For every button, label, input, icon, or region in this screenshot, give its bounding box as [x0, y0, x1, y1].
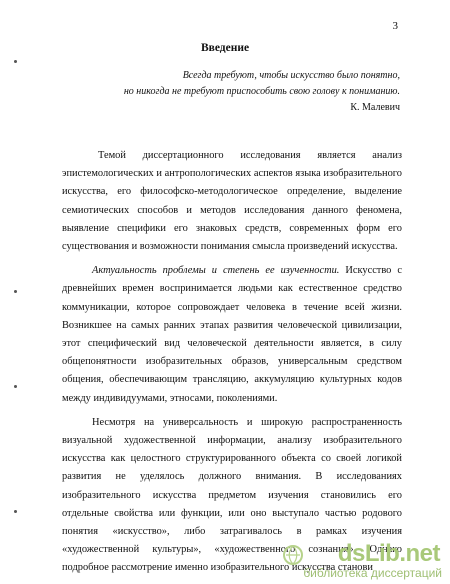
page-number: 3: [392, 20, 398, 32]
section-lead: Актуальность проблемы и степень ее изученности.: [92, 265, 340, 277]
paragraph: Темой диссертационного исследования является анализ эпистемологических и антропологических аспектов языка изобразительного искусства, его философско-методологическое определение, выделение семиотических способов и методов исследования данного феномена, выявление специфики его знаковых средств, современных форм его существования и возможности понимания смысла произведений искусства.: [62, 150, 402, 253]
body-text: [62, 147, 402, 584]
epigraph-author: К. Малевич: [350, 102, 400, 113]
paragraph: [62, 262, 402, 408]
epigraph-line: но никогда не требуют приспособить свою голову к пониманию.: [123, 86, 400, 97]
epigraph-line: Всегда требуют, чтобы искусство было понятно,: [182, 70, 400, 81]
globe-icon: [282, 544, 304, 566]
watermark: [282, 540, 450, 580]
margin-mark: [14, 290, 17, 293]
margin-mark: [14, 385, 17, 388]
epigraph: [124, 68, 400, 116]
watermark-logo: dsLib.net: [337, 540, 440, 567]
page-title: Введение: [200, 42, 250, 54]
paragraph: Несмотря на универсальность и широкую распространенность визуальной художественной информации, анализу изобразительного искусства как целостного структурированного объекта со своей логикой развития не уделялось должного внимания. В исследованиях изобразительного искусства предметом изучения становились его отдельные свойства или функции, или оно выступало частью родового понятия «искусство», либо затрагивалось в рамках изучения «художественной культуры», «художественного сознания». Однако подробное рассмотрение именно изобразительного искусства станови: [62, 416, 402, 574]
watermark-caption: библиотека диссертаций: [303, 566, 442, 580]
margin-mark: [14, 510, 17, 513]
paragraph-text: Искусство с древнейших времен воспринимается людьми как естественное средство коммуникации, которое сопровождает человека в течение всей жизни. Возникшее на самых ранних этапах развития человеческой цивилизации, этот специфический вид человеческой деятельности является, в силу общепонятности изобразительных образов, универсальным средством общения, обеспечивающим трансляцию, аккумуляцию культурных кодов между индивидуумами, этносами, поколениями.: [62, 265, 402, 404]
margin-mark: [14, 60, 17, 63]
